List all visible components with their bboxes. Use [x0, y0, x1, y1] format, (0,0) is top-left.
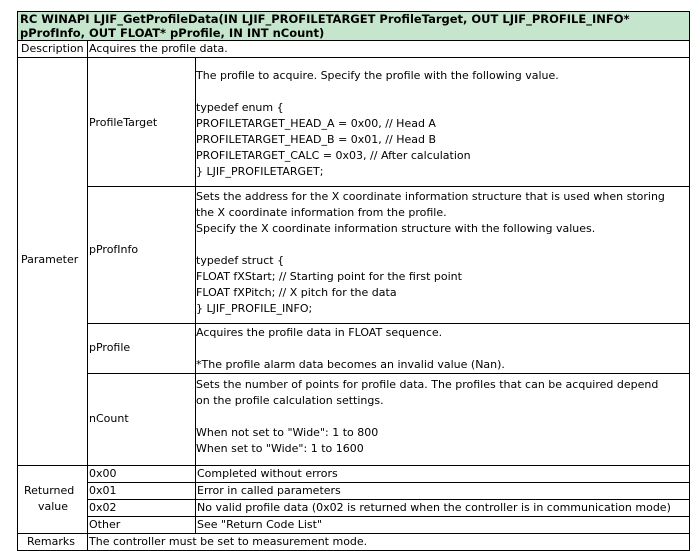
- param-desc-line: Specify the X coordinate information structure with the following values.: [196, 222, 596, 235]
- param-name-ncount: nCount: [89, 412, 129, 425]
- return-desc-cell: [196, 500, 690, 517]
- return-code-cell: [88, 500, 196, 517]
- return-desc: See "Return Code List": [197, 518, 323, 531]
- param-desc-cell-pprofinfo: [196, 187, 690, 324]
- return-code: 0x02: [89, 501, 117, 514]
- param-desc-line: PROFILETARGET_HEAD_B = 0x01, // Head B: [196, 133, 436, 146]
- param-desc-line: Sets the number of points for profile data. The profiles that can be acquired depend: [196, 378, 659, 391]
- returned-label-line-1: Returned: [24, 484, 75, 497]
- description-label: Description: [21, 42, 84, 55]
- description-label-cell: [17, 41, 88, 58]
- param-name-pprofinfo: pProfInfo: [89, 243, 139, 256]
- param-desc-line: typedef struct {: [196, 254, 285, 267]
- function-signature-header: [17, 11, 690, 41]
- remarks-text-cell: [88, 534, 690, 551]
- param-desc-line: PROFILETARGET_HEAD_A = 0x00, // Head A: [196, 117, 436, 130]
- param-desc-line: *The profile alarm data becomes an invalid value (Nan).: [196, 358, 505, 371]
- return-code-cell: [88, 517, 196, 534]
- param-name-cell-profiletarget: [88, 58, 196, 187]
- return-code-cell: [88, 466, 196, 483]
- param-name-cell-ncount: [88, 374, 196, 466]
- return-desc-cell: [196, 466, 690, 483]
- param-name-cell-pprofile: [88, 324, 196, 374]
- param-desc-line: } LJIF_PROFILE_INFO;: [196, 302, 313, 315]
- param-desc-line: typedef enum {: [196, 101, 284, 114]
- description-text-cell: [88, 41, 690, 58]
- remarks-label: Remarks: [27, 535, 75, 548]
- param-desc-line: The profile to acquire. Specify the profile with the following value.: [196, 69, 559, 82]
- return-desc: No valid profile data (0x02 is returned when the controller is in communication mode): [197, 501, 671, 514]
- param-desc-line: the X coordinate information from the profile.: [196, 206, 447, 219]
- return-desc: Error in called parameters: [197, 484, 341, 497]
- remarks-label-cell: [17, 534, 88, 551]
- parameter-label-cell: [17, 58, 88, 466]
- remarks-text: The controller must be set to measurement mode.: [89, 535, 368, 548]
- return-code-cell: [88, 483, 196, 500]
- param-name-cell-pprofinfo: [88, 187, 196, 324]
- param-desc-line: Sets the address for the X coordinate information structure that is used when storing: [196, 190, 665, 203]
- return-desc-cell: [196, 517, 690, 534]
- param-desc-line: } LJIF_PROFILETARGET;: [196, 165, 324, 178]
- param-desc-line: FLOAT fXStart; // Starting point for the first point: [196, 270, 462, 283]
- returned-label-cell: [17, 466, 88, 534]
- return-code: 0x01: [89, 484, 117, 497]
- return-desc: Completed without errors: [197, 467, 338, 480]
- param-desc-line: FLOAT fXPitch; // X pitch for the data: [196, 286, 397, 299]
- param-name-pprofile: pProfile: [89, 341, 131, 354]
- param-desc-line: PROFILETARGET_CALC = 0x03, // After calculation: [196, 149, 471, 162]
- return-code: Other: [89, 518, 121, 531]
- param-desc-cell-pprofile: [196, 324, 690, 374]
- return-desc-cell: [196, 483, 690, 500]
- signature-line-2: pProfInfo, OUT FLOAT* pProfile, IN INT nCount): [20, 26, 325, 40]
- param-desc-cell-ncount: [196, 374, 690, 466]
- param-desc-line: on the profile calculation settings.: [196, 394, 384, 407]
- param-desc-line: When not set to "Wide": 1 to 800: [196, 426, 379, 439]
- param-desc-line: Acquires the profile data in FLOAT sequence.: [196, 326, 443, 339]
- param-name-profiletarget: ProfileTarget: [89, 116, 158, 129]
- parameter-label: Parameter: [21, 253, 79, 266]
- description-text: Acquires the profile data.: [89, 42, 228, 55]
- return-code: 0x00: [89, 467, 117, 480]
- param-desc-line: When set to "Wide": 1 to 1600: [196, 442, 364, 455]
- returned-label-line-2: value: [38, 500, 69, 513]
- signature-line-1: RC WINAPI LJIF_GetProfileData(IN LJIF_PROFILETARGET ProfileTarget, OUT LJIF_PROFILE_INFO*: [20, 12, 630, 26]
- param-desc-cell-profiletarget: [196, 58, 690, 187]
